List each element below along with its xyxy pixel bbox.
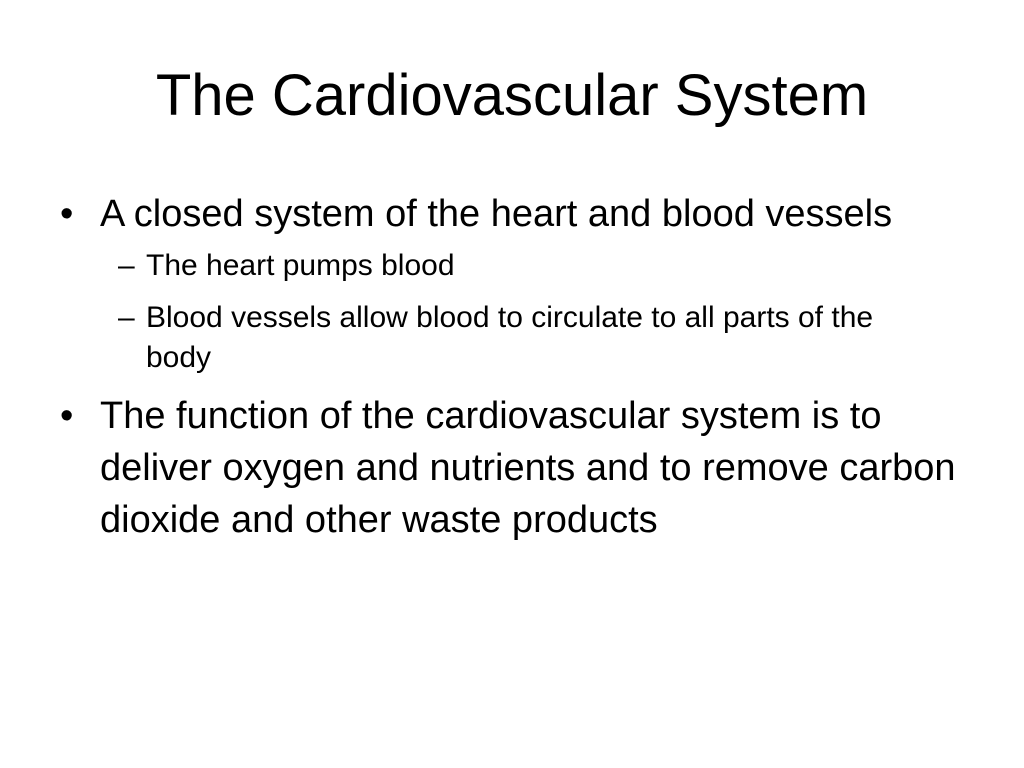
bullet-item — [60, 188, 960, 240]
bullet-text: The function of the cardiovascular system is to deliver oxygen and nutrients and to remove carbon dioxide and other waste products — [100, 395, 956, 541]
bullet-text: A closed system of the heart and blood vessels — [100, 193, 893, 235]
sub-bullet-list — [118, 246, 960, 378]
bullet-marker: • — [60, 193, 74, 235]
sub-bullet-text: The heart pumps blood — [146, 249, 455, 282]
sub-bullet-marker: – — [118, 301, 135, 334]
sub-bullet-marker: – — [118, 249, 135, 282]
sub-bullet-text: Blood vessels allow blood to circulate to all parts of the body — [146, 301, 874, 374]
slide-content — [60, 188, 960, 546]
sub-bullet-item — [118, 246, 960, 286]
sub-bullet-item — [118, 298, 960, 378]
bullet-marker: • — [60, 395, 74, 437]
slide-title: The Cardiovascular System — [155, 63, 869, 128]
bullet-item — [60, 390, 960, 546]
